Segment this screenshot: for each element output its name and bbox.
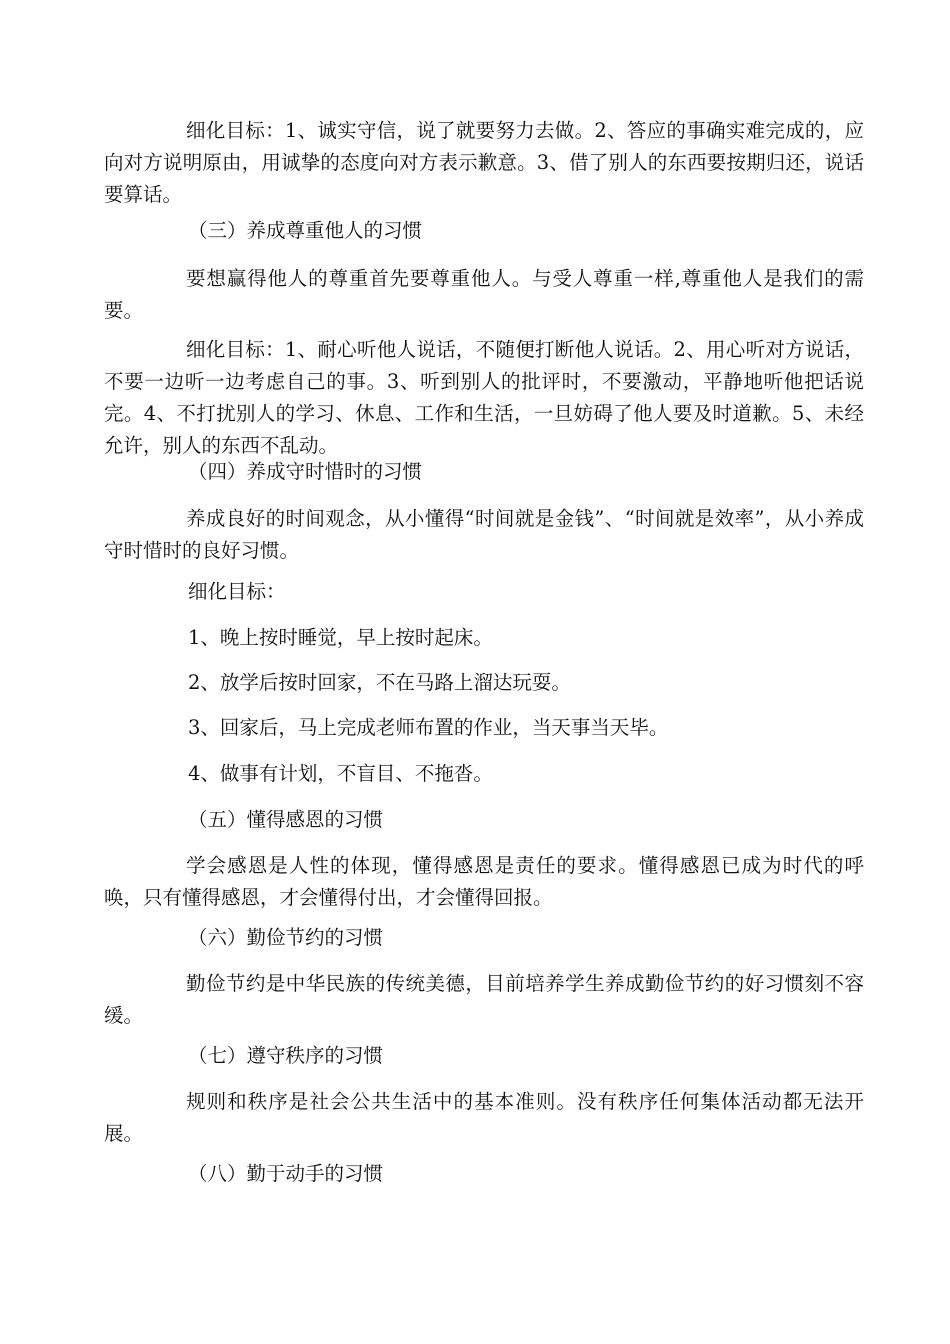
paragraph-thrift: 勤俭节约是中华民族的传统美德，目前培养学生养成勤俭节约的好习惯刻不容缓。	[104, 972, 864, 1027]
paragraph-gratitude: 学会感恩是人性的体现，懂得感恩是责任的要求。懂得感恩已成为时代的呼唤，只有懂得感恩，才会懂得付出，才会懂得回报。	[104, 854, 864, 909]
section-heading-punctuality: （四）养成守时惜时的习惯	[188, 460, 423, 483]
paragraph-respect-intro: 要想赢得他人的尊重首先要尊重他人。与受人尊重一样,尊重他人是我们的需要。	[104, 267, 864, 322]
section-heading-order: （七）遵守秩序的习惯	[188, 1044, 384, 1067]
list-item-4: 4、做事有计划，不盲目、不拖沓。	[188, 762, 493, 785]
paragraph-goals-label: 细化目标：	[188, 580, 286, 603]
list-item-3: 3、回家后，马上完成老师布置的作业，当天事当天毕。	[188, 716, 669, 739]
list-item-2: 2、放学后按时回家，不在马路上溜达玩耍。	[188, 671, 571, 694]
section-heading-hands-on: （八）勤于动手的习惯	[188, 1162, 384, 1185]
paragraph-punctuality-intro: 养成良好的时间观念，从小懂得“时间就是金钱”、“时间就是效率”，从小养成守时惜时的良好习惯。	[104, 507, 864, 562]
section-heading-gratitude: （五）懂得感恩的习惯	[188, 808, 384, 831]
paragraph-order: 规则和秩序是社会公共生活中的基本准则。没有秩序任何集体活动都无法开展。	[104, 1090, 864, 1145]
paragraph-goals-honesty: 细化目标：1、诚实守信，说了就要努力去做。2、答应的事确实难完成的，应向对方说明原由，用诚挚的态度向对方表示歉意。3、借了别人的东西要按期归还，说话要算话。	[104, 119, 864, 206]
section-heading-respect: （三）养成尊重他人的习惯	[188, 219, 423, 242]
paragraph-goals-respect: 细化目标：1、耐心听他人说话，不随便打断他人说话。2、用心听对方说话，不要一边听一边考虑自己的事。3、听到别人的批评时，不要激动，平静地听他把话说完。4、不打扰别人的学习、休息、工作和生活，一旦妨碍了他人要及时道歉。5、未经允许，别人的东西不乱动。	[104, 338, 864, 457]
list-item-1: 1、晚上按时睡觉，早上按时起床。	[188, 626, 493, 649]
section-heading-thrift: （六）勤俭节约的习惯	[188, 926, 384, 949]
